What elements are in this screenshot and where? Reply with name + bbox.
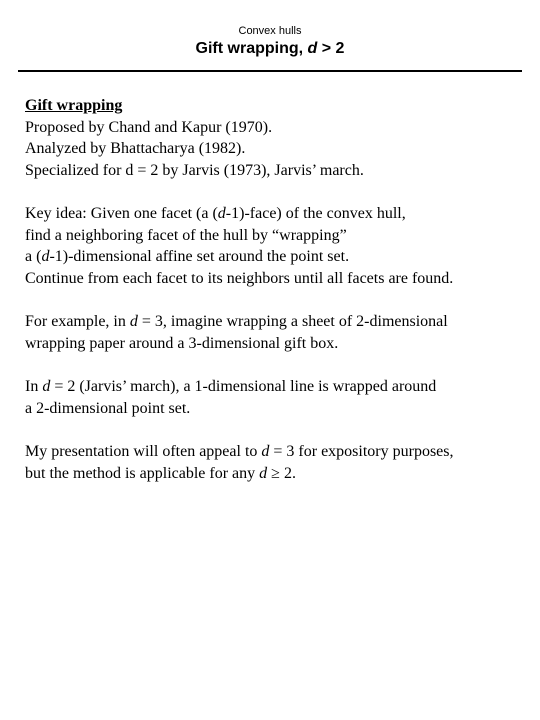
text-run: but the method is applicable for any xyxy=(25,464,260,482)
jarvis-line-1 xyxy=(25,376,525,398)
math-var: d xyxy=(129,313,138,330)
slide-body xyxy=(25,95,525,506)
math-var: d xyxy=(261,443,270,460)
text-run: a ( xyxy=(25,248,42,265)
history-line-1: Proposed by Chand and Kapur (1970). xyxy=(25,118,273,136)
text-run: = 3, imagine wrapping a sheet of 2-dimensional xyxy=(137,313,448,330)
history-line-3: Specialized for d = 2 by Jarvis (1973), Jarvis’ march. xyxy=(25,161,364,179)
text-run: My presentation will often appeal to xyxy=(25,443,262,460)
text-run: For example, in xyxy=(25,313,130,330)
text-run: = 3 for expository purposes, xyxy=(269,443,454,460)
paragraph-jarvis xyxy=(25,376,525,419)
history-line-2: Analyzed by Bhattacharya (1982). xyxy=(25,140,246,157)
math-var: d xyxy=(259,464,268,482)
key-idea-line-2: find a neighboring facet of the hull by “wrapping” xyxy=(25,226,347,244)
text-run: -1)-face) of the convex hull, xyxy=(225,205,406,222)
math-var: d xyxy=(217,205,226,222)
key-idea-line-3 xyxy=(25,246,525,268)
section-heading: Gift wrapping xyxy=(25,97,123,114)
text-run: -1)-dimensional affine set around the point set. xyxy=(49,248,350,265)
section-label: Convex hulls xyxy=(238,25,302,37)
slide-title-prefix: Gift wrapping, xyxy=(195,40,308,57)
math-var: d xyxy=(42,378,51,395)
text-run: = 2 (Jarvis’ march), a 1-dimensional line is wrapped around xyxy=(50,378,437,395)
slide-title-suffix: > 2 xyxy=(317,40,345,57)
key-idea-line-1 xyxy=(25,203,525,225)
paragraph-presentation xyxy=(25,441,525,484)
text-run: In xyxy=(25,378,43,395)
text-run: Key idea: Given one facet (a ( xyxy=(25,205,218,222)
jarvis-line-2: a 2-dimensional point set. xyxy=(25,399,191,417)
slide-title-variable: d xyxy=(307,40,318,57)
example-line-2: wrapping paper around a 3-dimensional gift box. xyxy=(25,334,339,352)
presentation-line-1 xyxy=(25,441,525,463)
example-line-1 xyxy=(25,311,525,333)
paragraph-key-idea xyxy=(25,203,525,289)
key-idea-line-4: Continue from each facet to its neighbors until all facets are found. xyxy=(25,269,454,287)
slide-title xyxy=(0,40,540,58)
title-divider xyxy=(18,70,522,72)
math-var: d xyxy=(41,248,50,265)
paragraph-history xyxy=(25,95,525,181)
paragraph-example xyxy=(25,311,525,354)
presentation-line-2 xyxy=(25,463,525,485)
text-run: ≥ 2. xyxy=(267,464,296,482)
